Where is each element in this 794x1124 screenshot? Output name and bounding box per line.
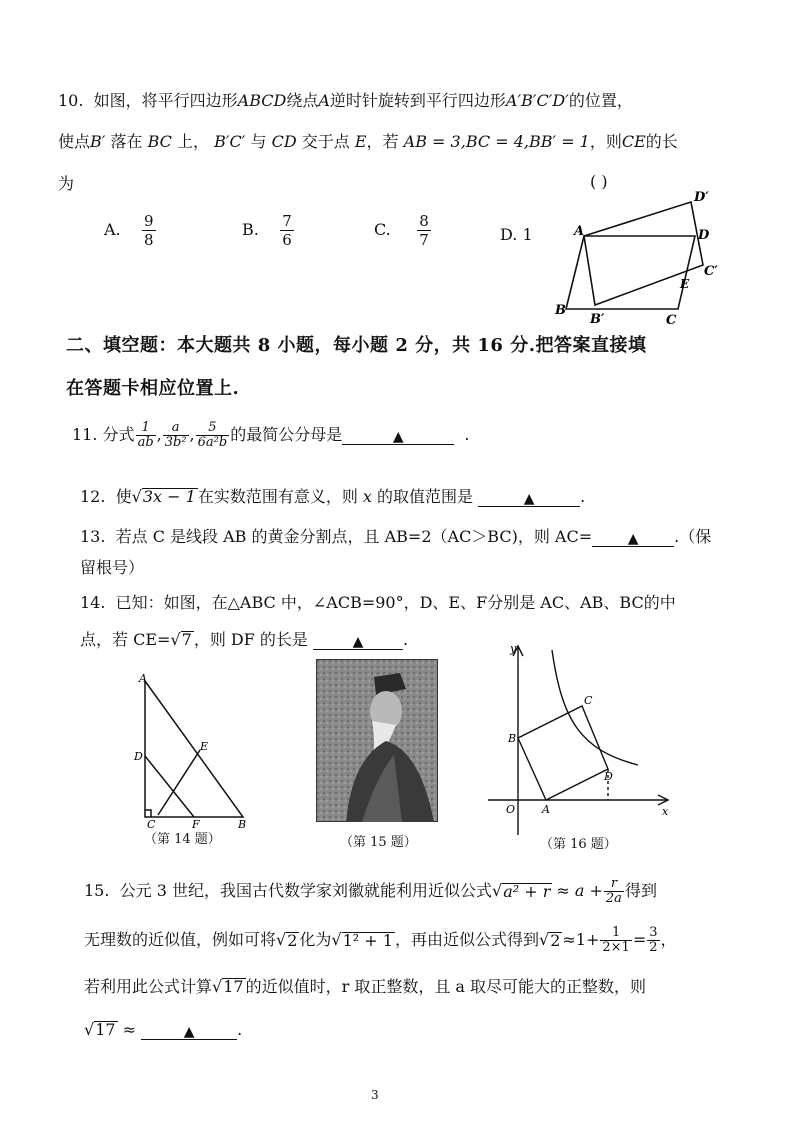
- fig16-label-a: A: [542, 803, 550, 816]
- q15-caption: （第 15 题）: [340, 835, 417, 850]
- q15-line1: 15. 公元 3 世纪，我国古代数学家刘徽就能利用近似公式 √ a² + r ≈ a + $\frac{r}{2a}$ 得到: [84, 875, 657, 906]
- label-c: C: [666, 313, 677, 328]
- q13-answer-blank[interactable]: ▲: [592, 528, 674, 547]
- label-a: A: [574, 224, 585, 239]
- q15-line3: 若利用此公式计算√17 的近似值时，r 取正整数，且 a 取尽可能大的正整数，则: [84, 977, 647, 996]
- page-number: 3: [371, 1088, 379, 1102]
- q10-line2: 使点B′ 落在 BC 上， B′C′ 与 CD 交于点 E，若 AB = 3,BC = 4,BB′ = 1，则CE的长: [58, 132, 678, 151]
- sqrt2-approx-fraction: $\frac{1}{2\times 1}$: [602, 924, 630, 955]
- fig16-label-o: O: [506, 803, 516, 816]
- q11-frac-1: $\frac{1}{ab}$: [137, 419, 154, 450]
- option-b-fraction: $\frac{7}{6}$: [282, 212, 292, 249]
- q14-answer-blank[interactable]: ▲: [313, 631, 403, 650]
- fig16-label-d: D: [604, 770, 613, 783]
- q13-line2: 留根号）: [80, 558, 145, 577]
- option-a: A. $\frac{9}{8}$: [104, 212, 154, 249]
- option-d: D. 1: [500, 225, 533, 244]
- q10-figure: [550, 185, 730, 330]
- q14-figure: [126, 670, 266, 835]
- q11: 11. 分式 $\frac{1}{ab}$ , $\frac{a}{\text{3b²}}$ , $\frac{5}{\text{6a²b}}$ 的最简公分母是 ▲ .: [72, 419, 470, 450]
- label-c-prime: C′: [704, 264, 718, 279]
- q14-caption: （第 14 题）: [144, 832, 221, 847]
- option-c: C. $\frac{8}{7}$: [374, 212, 429, 249]
- q16-figure: [488, 640, 673, 835]
- fig14-label-d: D: [134, 750, 143, 763]
- fig14-label-c: C: [147, 818, 156, 831]
- q10-line1: 10. 如图，将平行四边形ABCD绕点A逆时针旋转到平行四边形A′B′C′D′的位置，: [58, 91, 633, 110]
- fig14-label-f: F: [192, 818, 200, 831]
- q15-answer-blank[interactable]: ▲: [141, 1021, 237, 1040]
- q10-line3: 为: [58, 174, 75, 193]
- q15-line4: √17 ≈ ▲ .: [84, 1020, 243, 1040]
- q14-line2: 点，若 CE=√7 ，则 DF 的长是 ▲ .: [80, 630, 409, 650]
- label-d: D: [698, 228, 710, 243]
- label-b-prime: B′: [590, 312, 605, 327]
- label-b: B: [555, 303, 566, 318]
- segment-df: [145, 756, 194, 817]
- fig14-label-b: B: [238, 818, 247, 831]
- section2-heading-line1: 二、填空题：本大题共 8 小题，每小题 2 分，共 16 分.把答案直接填: [66, 335, 647, 356]
- q12: 12. 使√3x − 1 在实数范围有意义，则 x 的取值范围是 ▲ .: [80, 487, 586, 507]
- fig16-label-y: y: [510, 642, 517, 655]
- q12-answer-blank[interactable]: ▲: [478, 488, 580, 507]
- liu-hui-formula-fraction: $\frac{r}{2a}$: [605, 875, 622, 906]
- fig14-label-a: A: [139, 672, 147, 685]
- liu-hui-portrait: [316, 659, 438, 822]
- section2-heading-line2: 在答题卡相应位置上.: [66, 378, 240, 399]
- fig16-label-b: B: [508, 732, 517, 745]
- segment-ce: [158, 750, 200, 815]
- q11-frac-2: $\frac{a}{\text{3b²}}$: [164, 419, 187, 450]
- fig16-label-c: C: [584, 694, 593, 707]
- fig16-label-x: x: [662, 805, 669, 818]
- hyperbola-curve: [552, 650, 638, 765]
- option-c-fraction: $\frac{8}{7}$: [419, 212, 429, 249]
- triangle-abc: [145, 681, 243, 817]
- q11-frac-3: $\frac{5}{\text{6a²b}}$: [197, 419, 228, 450]
- answer-paren: ( ): [590, 172, 608, 191]
- q15-line2: 无理数的近似值，例如可将 √ 2 化为 √ 1² + 1 ，再由近似公式得到 √ 2 ≈1+ $\frac{1}{2\times 1}$ = $\frac{3}{2}$ ，: [84, 924, 677, 955]
- q14-line1: 14. 已知：如图，在△ABC 中，∠ACB=90°，D、E、F分别是 AC、AB、BC的中: [80, 593, 676, 612]
- q11-answer-blank[interactable]: ▲: [342, 426, 454, 445]
- label-e: E: [680, 277, 690, 291]
- option-b: B. $\frac{7}{6}$: [242, 212, 292, 249]
- q13-line1: 13. 若点 C 是线段 AB 的黄金分割点，且 AB=2（AC＞BC)，则 AC= ▲ .（保: [80, 527, 712, 547]
- sqrt2-result-fraction: $\frac{3}{2}$: [649, 924, 658, 955]
- q16-caption: （第 16 题）: [540, 837, 617, 852]
- label-d-prime: D′: [694, 190, 709, 205]
- option-a-fraction: $\frac{9}{8}$: [143, 212, 154, 249]
- fig14-label-e: E: [200, 740, 209, 753]
- right-angle-mark: [145, 810, 151, 817]
- square-abcd: [518, 706, 608, 800]
